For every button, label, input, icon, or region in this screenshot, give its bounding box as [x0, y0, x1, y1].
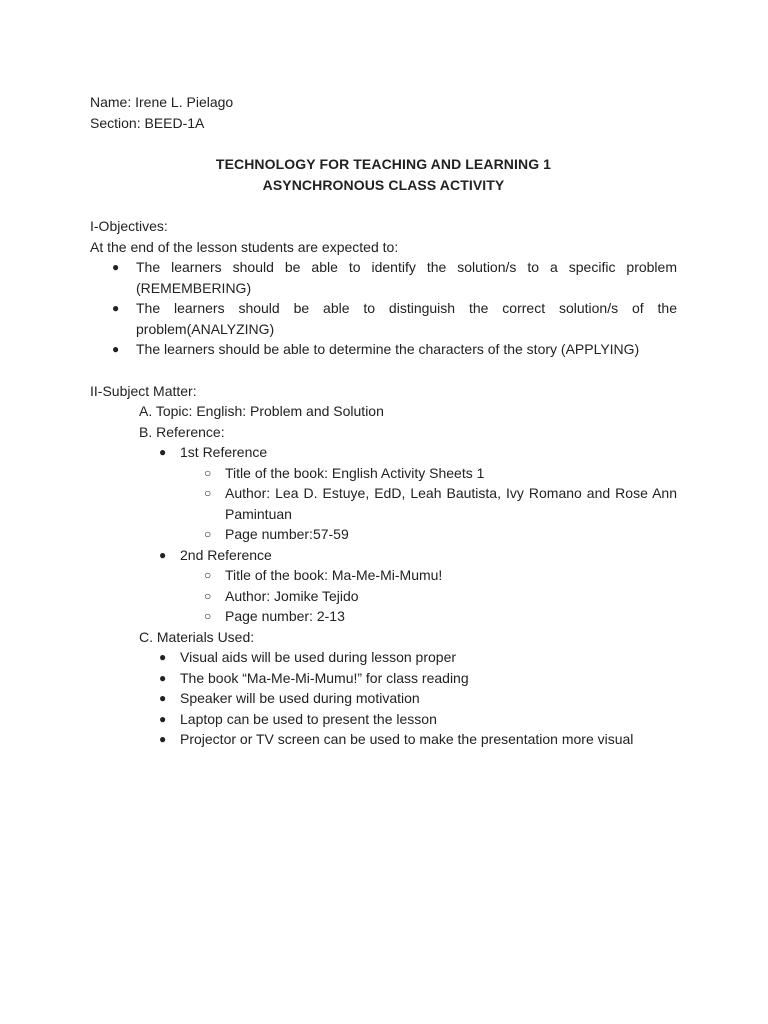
materials-list — [90, 647, 677, 750]
objective-text: The learners should be able to identify the solution/s to a specific problem (REMEMBERING) — [136, 259, 677, 296]
materials-heading: C. Materials Used: — [139, 628, 255, 645]
hollow-bullet-icon: ○ — [204, 465, 212, 480]
reference-heading: B. Reference: — [139, 423, 225, 440]
reference-detail: Title of the book: English Activity Sheets 1 — [225, 464, 485, 481]
hollow-bullet-icon: ○ — [204, 588, 212, 603]
list-item — [90, 586, 677, 607]
subject-matter-heading: II-Subject Matter: — [90, 382, 197, 399]
list-item — [90, 483, 677, 524]
bullet-icon: ● — [159, 732, 167, 746]
activity-title: ASYNCHRONOUS CLASS ACTIVITY — [262, 176, 505, 193]
objective-text: The learners should be able to determine the characters of the story (APPLYING) — [136, 341, 640, 357]
reference-detail: Author: Lea D. Estuye, EdD, Leah Bautista, Ivy Romano and Rose Ann Pamintuan — [225, 485, 677, 522]
reference-details — [90, 565, 677, 627]
material-text: The book “Ma-Me-Mi-Mumu!” for class reading — [180, 669, 469, 686]
objectives-intro: At the end of the lesson students are expected to: — [90, 238, 399, 255]
list-item — [90, 688, 677, 709]
reference-detail: Title of the book: Ma-Me-Mi-Mumu! — [225, 567, 443, 583]
objectives-heading: I-Objectives: — [90, 218, 168, 234]
material-text: Projector or TV screen can be used to make the presentation more visual — [180, 731, 634, 747]
list-item — [90, 339, 677, 360]
bullet-icon: ● — [159, 445, 167, 459]
reference-list — [90, 545, 677, 566]
bullet-icon: ● — [159, 670, 167, 685]
list-item — [90, 709, 677, 730]
document-body — [90, 92, 677, 750]
material-text: Visual aids will be used during lesson proper — [180, 649, 457, 665]
hollow-bullet-icon: ○ — [204, 568, 212, 582]
student-name: Name: Irene L. Pielago — [90, 94, 234, 110]
list-item — [90, 729, 677, 750]
list-item — [90, 463, 677, 484]
hollow-bullet-icon: ○ — [204, 486, 212, 500]
material-text: Speaker will be used during motivation — [180, 690, 420, 706]
reference-label: 1st Reference — [180, 444, 268, 460]
reference-details — [90, 463, 677, 545]
list-item — [90, 545, 677, 566]
bullet-icon: ● — [112, 342, 120, 356]
course-title: TECHNOLOGY FOR TEACHING AND LEARNING 1 — [215, 156, 552, 172]
list-item — [90, 565, 677, 586]
objective-text: The learners should be able to distinguish the correct solution/s of the problem(ANALYZING) — [136, 300, 677, 337]
list-item — [90, 524, 677, 545]
reference-label: 2nd Reference — [180, 546, 272, 563]
hollow-bullet-icon: ○ — [204, 527, 212, 541]
list-item — [90, 257, 677, 298]
bullet-icon: ● — [112, 260, 120, 274]
list-item — [90, 647, 677, 668]
hollow-bullet-icon: ○ — [204, 609, 212, 623]
objectives-list — [90, 257, 677, 360]
reference-list — [90, 442, 677, 463]
reference-detail: Author: Jomike Tejido — [225, 587, 359, 604]
list-item — [90, 668, 677, 689]
bullet-icon: ● — [159, 711, 167, 726]
bullet-icon: ● — [159, 547, 167, 562]
bullet-icon: ● — [159, 691, 167, 705]
list-item — [90, 442, 677, 463]
list-item — [90, 606, 677, 627]
document-titles — [90, 154, 677, 195]
reference-detail: Page number:57-59 — [225, 526, 349, 542]
bullet-icon: ● — [112, 301, 120, 315]
bullet-icon: ● — [159, 650, 167, 664]
list-item — [90, 298, 677, 339]
topic-line: A. Topic: English: Problem and Solution — [139, 403, 384, 419]
reference-detail: Page number: 2-13 — [225, 608, 345, 624]
student-section: Section: BEED-1A — [90, 114, 205, 131]
material-text: Laptop can be used to present the lesson — [180, 710, 437, 727]
